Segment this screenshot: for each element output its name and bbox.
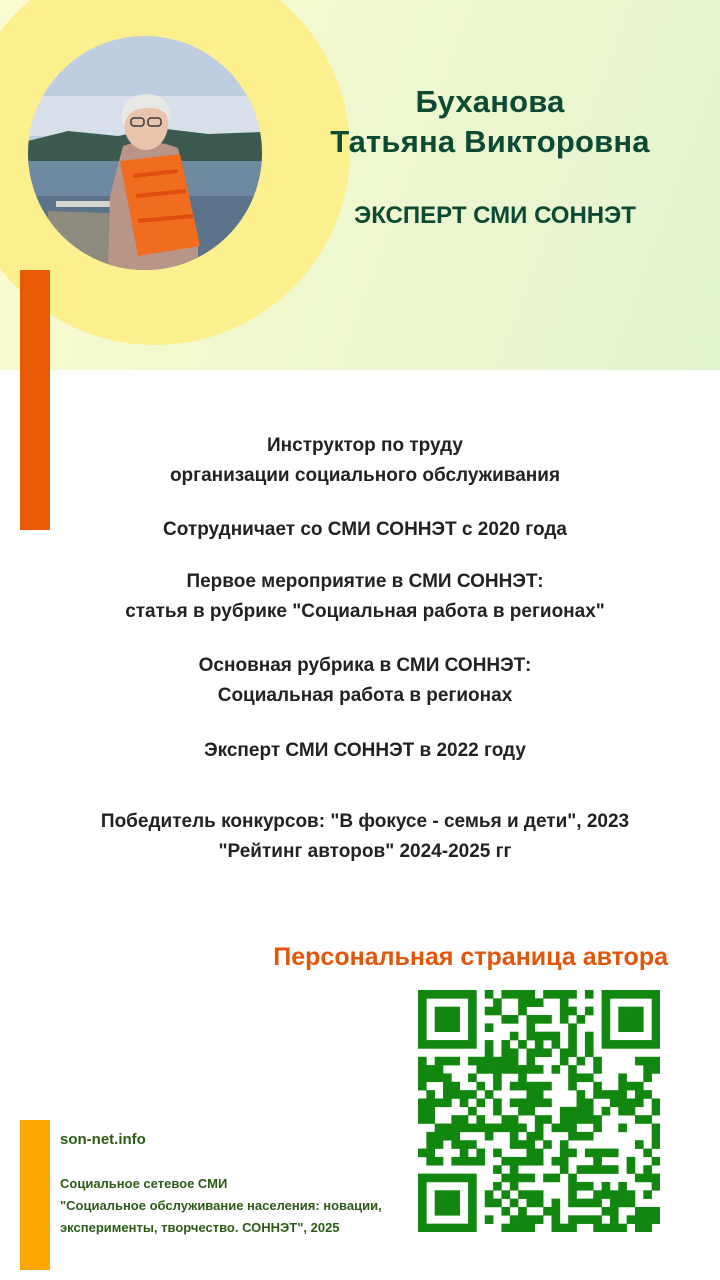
- main-rubric-line: Социальная работа в регионах: [217, 685, 513, 706]
- first-event-line: Первое мероприятие в СМИ СОННЭТ:: [186, 571, 544, 592]
- personal-page-title: Персональная страница автора: [273, 943, 668, 971]
- winner-block: [60, 807, 670, 867]
- qr-code[interactable]: [418, 990, 660, 1232]
- author-role: ЭКСПЕРТ СМИ СОННЭТ: [354, 202, 636, 229]
- cooperation-text: Сотрудничает со СМИ СОННЭТ с 2020 года: [163, 519, 567, 540]
- author-photo: [28, 36, 262, 270]
- position-line: организации социального обслуживания: [169, 465, 561, 486]
- expert-year-text: Эксперт СМИ СОННЭТ в 2022 году: [204, 740, 526, 761]
- author-given-names: Татьяна Викторовна: [330, 124, 650, 159]
- author-surname: Буханова: [415, 84, 565, 119]
- accent-bar-yellow: [20, 1120, 50, 1270]
- accent-bar-orange: [20, 270, 50, 530]
- winner-line: "Рейтинг авторов" 2024-2025 гг: [218, 841, 512, 862]
- outlet-description: [60, 1173, 420, 1239]
- winner-line: Победитель конкурсов: "В фокусе - семья и дети", 2023: [100, 811, 630, 832]
- main-rubric-line: Основная рубрика в СМИ СОННЭТ:: [198, 655, 532, 676]
- main-rubric-block: [80, 651, 650, 711]
- outlet-line: Социальное сетевое СМИ: [60, 1176, 228, 1191]
- outlet-line: эксперименты, творчество. СОННЭТ", 2025: [60, 1220, 340, 1235]
- header-band: [0, 0, 720, 370]
- author-name: [300, 82, 680, 162]
- site-link[interactable]: son-net.info: [60, 1131, 146, 1148]
- position-line: Инструктор по труду: [267, 435, 463, 456]
- outlet-line: "Социальное обслуживание населения: новации,: [60, 1198, 382, 1213]
- first-event-line: статья в рубрике "Социальная работа в регионах": [125, 601, 605, 622]
- position-block: [80, 431, 650, 491]
- first-event-block: [80, 567, 650, 627]
